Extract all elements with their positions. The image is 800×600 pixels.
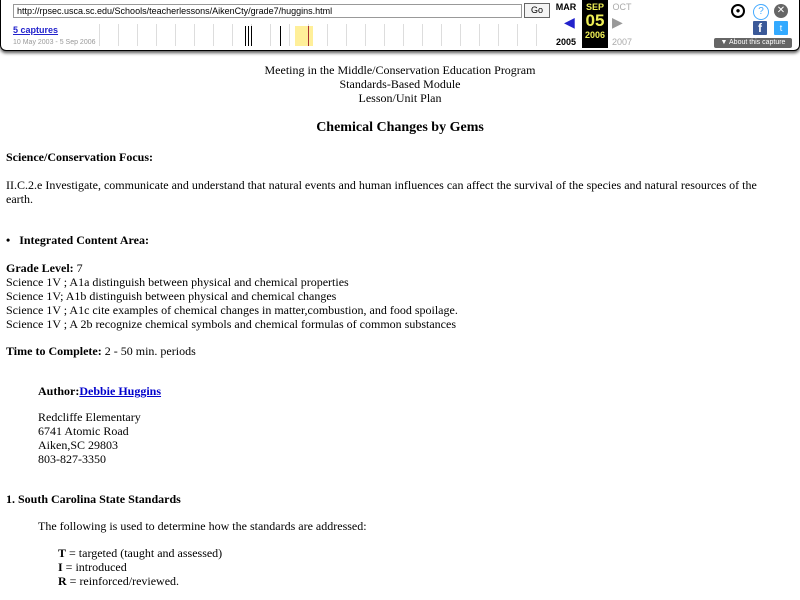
captures-link[interactable]: 5 captures: [13, 25, 59, 35]
prev-year[interactable]: 2005: [555, 37, 577, 47]
prev-arrow-icon[interactable]: ◀: [564, 14, 575, 30]
next-arrow-icon[interactable]: ▶: [612, 14, 623, 30]
key-desc: = reinforced/reviewed.: [66, 574, 180, 588]
address-line: Aiken,SC 29803: [38, 438, 119, 452]
about-capture-button[interactable]: ▼ About this capture: [714, 38, 792, 48]
wayback-toolbar: [0, 0, 800, 51]
key-reinforced: [58, 574, 179, 589]
time-to-complete: [6, 344, 196, 359]
standards-intro: The following is used to determine how the standards are addressed:: [38, 519, 367, 533]
module-line: Standards-Based Module: [339, 77, 461, 91]
focus-label: Science/Conservation Focus:: [6, 150, 153, 164]
facebook-icon[interactable]: f: [753, 21, 767, 35]
key-letter: I: [58, 560, 63, 574]
author-link[interactable]: Debbie Huggins: [79, 384, 162, 398]
key-desc: = targeted (taught and assessed): [66, 546, 223, 560]
program-line: Meeting in the Middle/Conservation Education Program: [264, 63, 536, 77]
standard-item: Science 1V ; A1c cite examples of chemical changes in matter,combustion, and food spoilage.: [6, 303, 458, 317]
plan-line: Lesson/Unit Plan: [358, 91, 442, 105]
current-day: 05: [585, 11, 605, 30]
key-letter: R: [58, 574, 67, 588]
current-month: SEP: [585, 2, 604, 12]
go-button[interactable]: Go: [524, 3, 550, 18]
current-capture: [582, 0, 608, 48]
capture-timeline[interactable]: [99, 24, 551, 46]
grade-value: 7: [73, 261, 83, 275]
standard-item: Science 1V; A1b distinguish between physical and chemical changes: [6, 289, 337, 303]
address-line: Redcliffe Elementary: [38, 410, 141, 424]
time-label: Time to Complete:: [6, 344, 102, 358]
page-title: Chemical Changes by Gems: [316, 120, 484, 135]
author: [38, 384, 161, 399]
standard-item: Science 1V ; A 2b recognize chemical symbols and chemical formulas of common substances: [6, 317, 456, 331]
integrated-label: Integrated Content Area:: [19, 233, 149, 247]
focus-text-cont: earth.: [6, 192, 33, 206]
author-label: Author:: [38, 384, 80, 398]
next-month[interactable]: OCT: [612, 2, 632, 12]
key-targeted: [58, 546, 222, 561]
address-line: 6741 Atomic Road: [38, 424, 129, 438]
key-letter: T: [58, 546, 67, 560]
address-line: 803-827-3350: [38, 452, 106, 466]
key-desc: = introduced: [62, 560, 127, 574]
next-year[interactable]: 2007: [611, 37, 633, 47]
user-icon[interactable]: ●: [731, 4, 745, 18]
standard-item: Science 1V ; A1a distinguish between physical and chemical properties: [6, 275, 349, 289]
grade-level: [6, 261, 83, 276]
help-icon[interactable]: ?: [753, 4, 769, 20]
standards-heading: 1. South Carolina State Standards: [6, 492, 181, 506]
focus-text: II.C.2.e Investigate, communicate and understand that natural events and human influences can affect the survival of the species and natural resources of the: [6, 178, 757, 192]
twitter-icon[interactable]: t: [774, 21, 788, 35]
grade-label: Grade Level:: [6, 261, 74, 275]
capture-range: 10 May 2003 - 5 Sep 2006: [13, 39, 96, 46]
time-value: 2 - 50 min. periods: [101, 344, 196, 358]
prev-month[interactable]: MAR: [555, 2, 577, 12]
key-introduced: [58, 560, 127, 575]
url-input[interactable]: http://rpsec.usca.sc.edu/Schools/teacherlessons/AikenCty/grade7/huggins.html: [13, 4, 522, 18]
current-year: 2006: [584, 30, 606, 40]
integrated-area: • Integrated Content Area:: [6, 233, 149, 247]
close-icon[interactable]: ✕: [774, 4, 788, 18]
